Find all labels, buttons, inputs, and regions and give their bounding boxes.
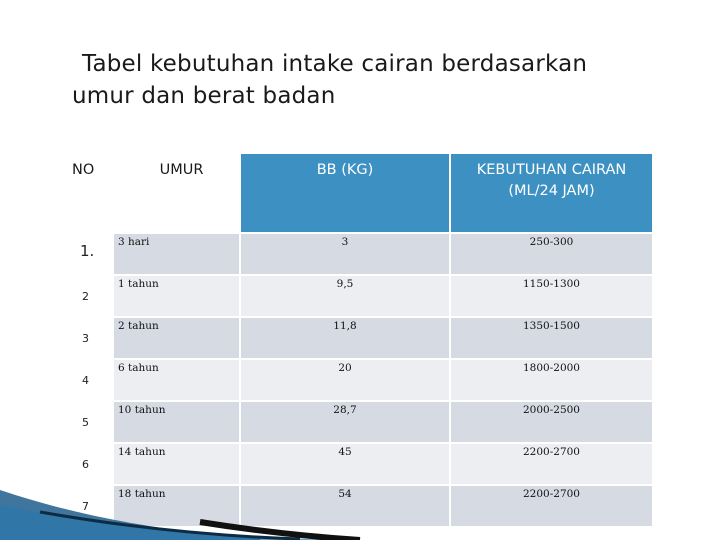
- row-no: 3: [82, 332, 89, 345]
- header-umur: UMUR: [114, 154, 241, 232]
- header-no: NO: [62, 154, 114, 232]
- header-bb: BB (KG): [241, 154, 451, 232]
- title-line-1: Tabel kebutuhan intake cairan berdasarkan: [82, 51, 588, 77]
- row-umur: 6 tahun: [114, 358, 241, 400]
- row-no: 5: [82, 416, 89, 429]
- header-kebutuhan-line-1: KEBUTUHAN CAIRAN: [476, 162, 627, 178]
- row-no-cell: [62, 358, 114, 400]
- row-no-cell: [62, 400, 114, 442]
- row-no: 1.: [80, 242, 95, 260]
- table-row: [62, 316, 652, 358]
- table-row: [62, 358, 652, 400]
- row-kebutuhan: 1150-1300: [451, 274, 652, 316]
- row-no-cell: [62, 232, 114, 274]
- table-row: [62, 274, 652, 316]
- row-kebutuhan: 2000-2500: [451, 400, 652, 442]
- row-no: 4: [82, 374, 89, 387]
- row-kebutuhan: 250-300: [451, 232, 652, 274]
- row-no: 6: [82, 458, 89, 471]
- row-kebutuhan: 1800-2000: [451, 358, 652, 400]
- row-umur: 10 tahun: [114, 400, 241, 442]
- slide-title: [72, 48, 672, 112]
- table-row: [62, 232, 652, 274]
- row-kebutuhan: 2200-2700: [451, 442, 652, 484]
- row-no-cell: [62, 274, 114, 316]
- row-umur: 1 tahun: [114, 274, 241, 316]
- header-kebutuhan: [451, 154, 652, 232]
- row-umur: 2 tahun: [114, 316, 241, 358]
- decorative-swoosh: [0, 450, 400, 540]
- row-bb: 54: [241, 484, 451, 526]
- header-kebutuhan-line-2: (ML/24 JAM): [508, 183, 595, 199]
- row-bb: 3: [241, 232, 451, 274]
- title-line-2: umur dan berat badan: [72, 83, 336, 109]
- row-kebutuhan: 2200-2700: [451, 484, 652, 526]
- row-bb: 45: [241, 442, 451, 484]
- row-umur: 18 tahun: [114, 484, 241, 526]
- row-kebutuhan: 1350-1500: [451, 316, 652, 358]
- row-umur: 14 tahun: [114, 442, 241, 484]
- row-no: 2: [82, 290, 89, 303]
- row-bb: 11,8: [241, 316, 451, 358]
- row-umur: 3 hari: [114, 232, 241, 274]
- row-bb: 20: [241, 358, 451, 400]
- row-bb: 9,5: [241, 274, 451, 316]
- table-row: [62, 400, 652, 442]
- table-header-row: [62, 154, 652, 232]
- row-no-cell: [62, 316, 114, 358]
- row-bb: 28,7: [241, 400, 451, 442]
- row-no: 7: [82, 500, 89, 513]
